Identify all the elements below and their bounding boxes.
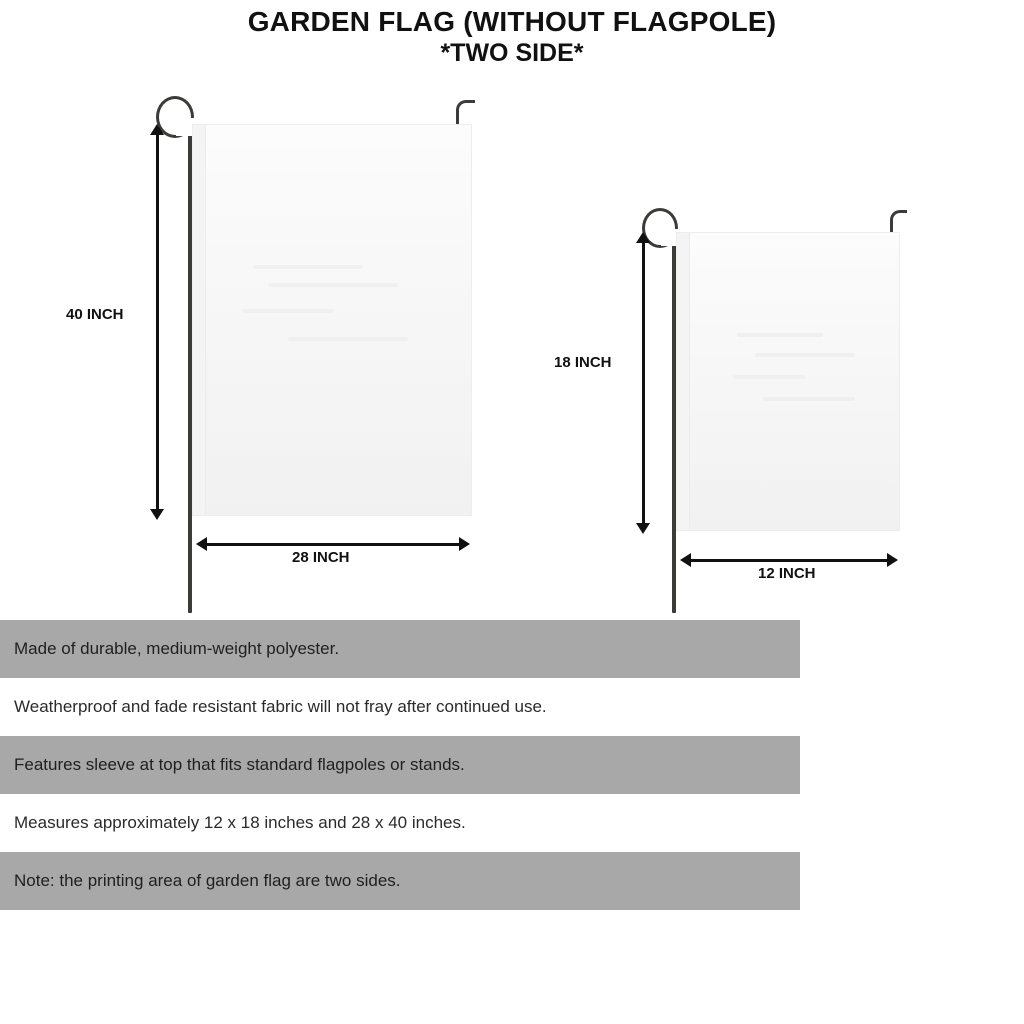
height-label-large: 40 INCH — [66, 306, 124, 323]
page-subtitle: *TWO SIDE* — [440, 39, 584, 68]
flag-sleeve-large — [193, 125, 206, 515]
flag-sleeve-small — [677, 233, 690, 530]
arrowhead-right — [887, 553, 898, 567]
page-title: GARDEN FLAG (WITHOUT FLAGPOLE) — [247, 6, 777, 37]
cloth-fold — [755, 353, 855, 357]
dimension-line — [642, 239, 645, 527]
cloth-fold — [243, 309, 333, 313]
flag-cloth-large — [192, 124, 472, 516]
list-item — [0, 852, 800, 910]
feature-text: Measures approximately 12 x 18 inches and 28 x 40 inches. — [14, 813, 466, 832]
list-item — [0, 794, 800, 852]
cloth-fold — [268, 283, 398, 287]
width-label-small: 12 INCH — [758, 565, 816, 582]
cloth-fold — [253, 265, 363, 269]
feature-text: Note: the printing area of garden flag are two sides. — [14, 871, 401, 890]
small-flag-group — [520, 0, 1024, 620]
height-dimension-large — [149, 124, 165, 520]
list-item — [0, 620, 800, 678]
cloth-fold — [763, 397, 855, 401]
cloth-fold — [733, 375, 805, 379]
cloth-fold — [288, 337, 408, 341]
list-item — [0, 736, 800, 794]
flag-cloth-small — [676, 232, 900, 531]
arrowhead-right — [459, 537, 470, 551]
width-label-large: 28 INCH — [292, 549, 350, 566]
height-dimension-small — [635, 232, 651, 534]
feature-text: Features sleeve at top that fits standard flagpoles or stands. — [14, 755, 465, 774]
list-item — [0, 678, 800, 736]
feature-text: Weatherproof and fade resistant fabric will not fray after continued use. — [14, 697, 547, 716]
cloth-fold — [737, 333, 823, 337]
arrowhead-down — [636, 523, 650, 534]
dimension-line — [687, 559, 891, 562]
feature-text: Made of durable, medium-weight polyester. — [14, 639, 340, 658]
feature-list — [0, 620, 800, 910]
arrowhead-down — [150, 509, 164, 520]
large-flag-group — [0, 0, 520, 620]
dimension-line — [156, 131, 159, 513]
height-label-small: 18 INCH — [554, 354, 612, 371]
dimension-line — [203, 543, 463, 546]
